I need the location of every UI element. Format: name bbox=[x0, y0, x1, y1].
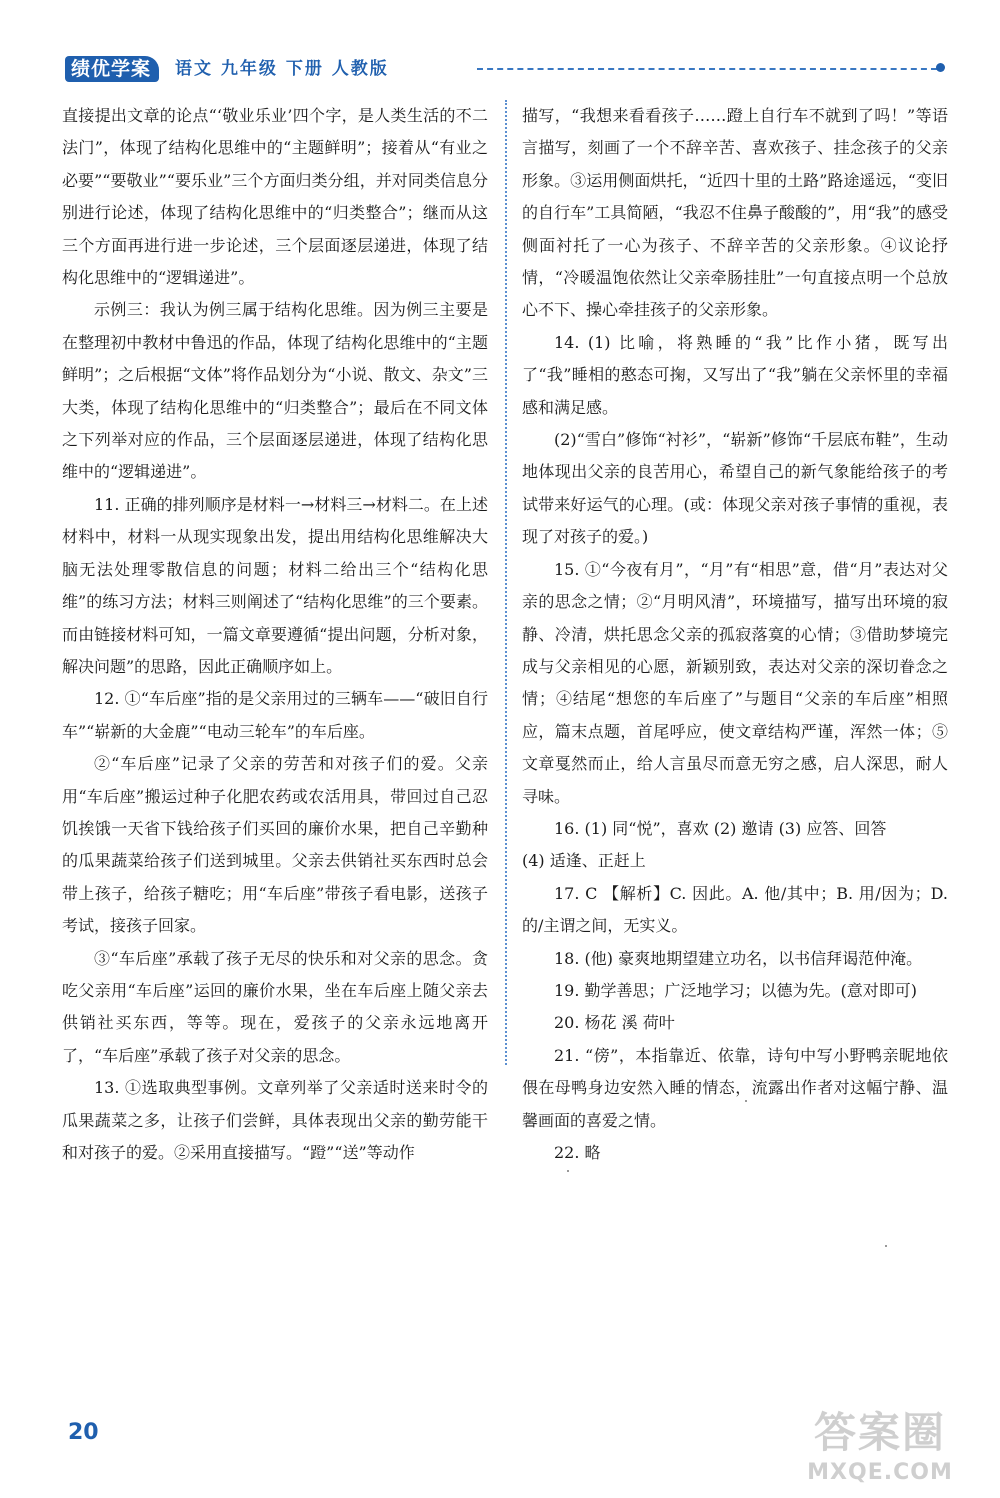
header-dotted-rule bbox=[477, 68, 937, 70]
watermark-url: MXQE.COM bbox=[807, 1460, 953, 1485]
paragraph: ③“车后座”承载了孩子无尽的快乐和对父亲的思念。贪吃父亲用“车后座”运回的廉价水果，坐在车后座上随父亲去供销社买东西，等等。现在，爱孩子的父亲永远地离开了，“车后座”承载了孩子对父亲的思念。 bbox=[62, 948, 488, 1065]
page-number: 20 bbox=[68, 1420, 99, 1445]
paragraph: (4) 适逢、正赶上 bbox=[522, 851, 646, 871]
paragraph: ②“车后座”记录了父亲的劳苦和对孩子们的爱。父亲用“车后座”搬运过种子化肥农药或农活用具，带回过自己忍饥挨饿一天省下钱给孩子们买回的廉价水果，把自己辛勤种的瓜果蔬菜给孩子们送到城里。父亲去供销社买东西时总会带上孩子，给孩子糖吃；用“车后座”带孩子看电影，送孩子考试，接孩子回家。 bbox=[62, 754, 488, 936]
paragraph: 描写，“我想来看看孩子……蹬上自行车不就到了吗！”等语言描写，刻画了一个不辞辛苦、喜欢孩子、挂念孩子的父亲形象。③运用侧面烘托，“近四十里的土路”路途遥远，“变旧的自行车”工具简陋，“我忍不住鼻子酸酸的”，用“我”的感受侧面衬托了一心为孩子、不辞辛苦的父亲形象。④议论抒情，“冷暖温饱依然让父亲牵肠挂肚”一句直接点明一个总放心不下、操心牵挂孩子的父亲形象。 bbox=[522, 106, 948, 320]
brand-logo: 绩优学案 bbox=[65, 56, 159, 82]
answer-20: 20. 杨花 溪 荷叶 bbox=[554, 1013, 675, 1033]
header-dot-icon bbox=[936, 63, 945, 72]
answer-16: 16. (1) 同“悦”，喜欢 (2) 邀请 (3) 应答、回答 bbox=[554, 818, 887, 838]
paragraph: (2)“雪白”修饰“衬衫”，“崭新”修饰“千层底布鞋”，生动地体现出父亲的良苦用心，希望自己的新气象能给孩子的考试带来好运气的心理。(或：体现父亲对孩子事情的重视，表现了对孩子的爱。) bbox=[522, 430, 948, 547]
paragraph: 示例三：我认为例三属于结构化思维。因为例三主要是在整理初中教材中鲁迅的作品，体现了结构化思维中的“主题鲜明”；之后根据“文体”将作品划分为“小说、散文、杂文”三大类，体现了结构化思维中的“归类整合”；最后在不同文体之下列举对应的作品，三个层面逐层递进，体现了结构化思维中的“逻辑递进”。 bbox=[62, 300, 488, 482]
answer-17: 17. C 【解析】C. 因此。A. 他/其中；B. 用/因为；D. 的/主谓之间，无实义。 bbox=[522, 883, 948, 936]
answer-15: 15. ①“今夜有月”，“月”有“相思”意，借“月”表达对父亲的思念之情；②“月明风清”，环境描写，描写出环境的寂静、冷清，烘托思念父亲的孤寂落寞的心情；③借助梦境完成与父亲相见的心愿，新颖别致，表达对父亲的深切眷念之情；④结尾“想您的车后座了”与题目“父亲的车后座”相照应，篇末点题，首尾呼应，使文章结构严谨，浑然一体；⑤文章戛然而止，给人言虽尽而意无穷之感，启人深思，耐人寻味。 bbox=[522, 559, 948, 806]
right-column bbox=[522, 100, 948, 1169]
answer-22: 22. 略 bbox=[554, 1143, 601, 1162]
column-divider bbox=[505, 100, 507, 1065]
answer-19: 19. 勤学善思；广泛地学习；以德为先。(意对即可) bbox=[554, 980, 918, 1000]
answer-13: 13. ①选取典型事例。文章列举了父亲适时送来时令的瓜果蔬菜之多，让孩子们尝鲜，具体表现出父亲的勤劳能干和对孩子的爱。②采用直接描写。“蹬”“送”等动作 bbox=[62, 1078, 488, 1162]
answer-21: 21. “傍”，本指靠近、依靠，诗句中写小野鸭亲昵地依偎在母鸭身边安然入睡的情态，流露出作者对这幅宁静、温馨画面的喜爱之情。 bbox=[522, 1045, 948, 1130]
answer-12: 12. ①“车后座”指的是父亲用过的三辆车——“破旧自行车”“崭新的大金鹿”“电动三轮车”的车后座。 bbox=[62, 689, 488, 741]
page-header bbox=[65, 54, 945, 88]
speck bbox=[885, 1245, 887, 1247]
left-column bbox=[62, 100, 488, 1169]
paragraph: 直接提出文章的论点“‘敬业乐业’四个字，是人类生活的不二法门”，体现了结构化思维中的“主题鲜明”；接着从“有业之必要”“要敬业”“要乐业”三个方面归类分组，并对同类信息分别进行论述，体现了结构化思维中的“归类整合”；继而从这三个方面再进行进一步论述，三个层面逐层递进，体现了结构化思维中的“逻辑递进”。 bbox=[62, 106, 488, 288]
answer-18: 18. (他) 豪爽地期望建立功名，以书信拜谒范仲淹。 bbox=[554, 948, 923, 968]
speck bbox=[567, 1170, 569, 1172]
book-subtitle: 语文 九年级 下册 人教版 bbox=[175, 59, 389, 79]
watermark-logo bbox=[800, 1400, 960, 1490]
answer-11: 11. 正确的排列顺序是材料一→材料三→材料二。在上述材料中，材料一从现实现象出发，提出用结构化思维解决大脑无法处理零散信息的问题；材料二给出三个“结构化思维”的练习方法；材料三则阐述了“结构化思维”的三个要素。而由链接材料可知，一篇文章要遵循“提出问题，分析对象，解决问题”的思路，因此正确顺序如上。 bbox=[62, 494, 488, 676]
speck bbox=[745, 1100, 747, 1102]
answer-14: 14. (1) 比喻，将熟睡的“我”比作小猪，既写出了“我”睡相的憨态可掬，又写出了“我”躺在父亲怀里的幸福感和满足感。 bbox=[522, 332, 948, 417]
watermark-text: 答案圈 bbox=[813, 1408, 946, 1457]
